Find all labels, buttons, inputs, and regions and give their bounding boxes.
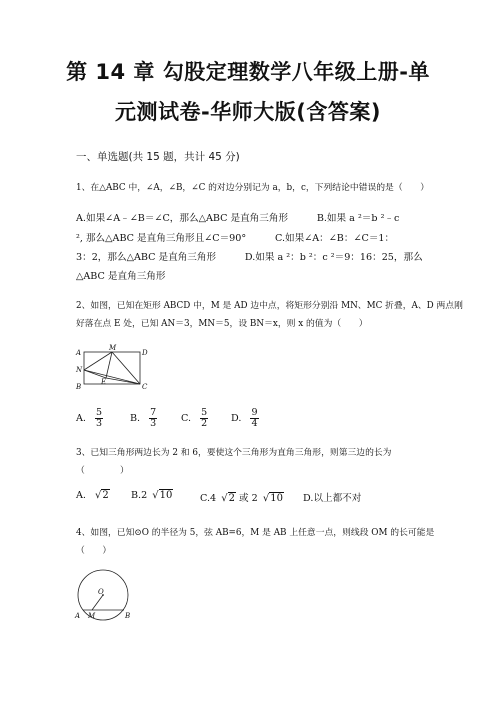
radical: √10 [152, 490, 173, 501]
q2-rectangle-figure [72, 342, 156, 392]
label-B: B [76, 383, 82, 391]
numerator: 7 [150, 407, 157, 418]
radical: √2 [221, 493, 235, 504]
denominator: 2 [201, 418, 208, 429]
denominator: 3 [150, 418, 157, 429]
q3-option-c [200, 490, 284, 504]
q3-option-a [76, 490, 110, 501]
q1-options-line-3: 3：2，那么△ABC 是直角三角形 D.如果 a ²：b ²：c ²＝9：16：25，那么 [76, 252, 423, 263]
fraction [149, 408, 157, 429]
q1-options-line-4: △ABC 是直角三角形 [76, 271, 166, 282]
label-E: E [101, 378, 107, 386]
radicand: 2 [102, 490, 109, 501]
radicand: 2 [228, 493, 235, 504]
q2-option-c [181, 408, 208, 429]
page-title-line-1: 第 14 章 勾股定理数学八年级上册-单 [66, 60, 430, 84]
q3-stem-line-1: 3、已知三角形两边长为 2 和 6，要使这个三角形为直角三角形，则第三边的长为 [76, 448, 392, 458]
q1-stem: 1、在△ABC 中，∠A，∠B，∠C 的对边分别记为 a，b，c，下列结论中错误的是（ ） [76, 183, 430, 193]
option-label: C.4 [200, 493, 217, 504]
label-M: M [109, 344, 117, 352]
label-D: D [142, 349, 148, 357]
radicand: 10 [159, 490, 173, 501]
label-A: A [76, 349, 82, 357]
segment-om [92, 595, 103, 610]
label-C: C [142, 383, 148, 391]
page-title-line-2: 元测试卷-华师大版(含答案) [115, 100, 381, 124]
option-label: A. [76, 413, 86, 424]
option-label: D. [231, 413, 242, 424]
radicand: 10 [270, 493, 283, 504]
q3-option-d: D.以上都不对 [303, 493, 362, 504]
q2-option-a [76, 408, 103, 429]
fraction [95, 408, 103, 429]
numerator: 9 [251, 407, 258, 418]
label-N: N [76, 366, 83, 374]
segment-nc [84, 370, 140, 384]
denominator: 3 [96, 418, 103, 429]
fold-line-mc [112, 352, 140, 384]
fraction [200, 408, 208, 429]
radical: √2 [95, 490, 109, 501]
q4-stem-line-1: 4、如图，已知⊙O 的半径为 5，弦 AB=6，M 是 AB 上任意一点，则线段 OM 的长可能是 [76, 528, 435, 538]
q3-stem-line-2: （ ） [76, 466, 129, 476]
q3-option-b [131, 490, 173, 501]
q1-options-line-1: A.如果∠A﹣∠B＝∠C，那么△ABC 是直角三角形 B.如果 a ²＝b ²﹣c [76, 213, 400, 224]
section-heading: 一、单选题(共 15 题，共计 45 分) [76, 151, 240, 163]
radical: √10 [262, 493, 283, 504]
fraction [250, 408, 258, 429]
q2-option-b [130, 408, 157, 429]
option-label: B. [130, 413, 141, 424]
numerator: 5 [201, 407, 208, 418]
option-label: B.2 [131, 490, 148, 501]
numerator: 5 [96, 407, 103, 418]
segment-me [106, 352, 112, 378]
fold-line-mn [84, 352, 112, 370]
q1-options-line-2: ², 那么△ABC 是直角三角形且∠C＝90° C.如果∠A：∠B：∠C＝1： [76, 233, 395, 244]
option-connector: 或 2 [239, 493, 258, 504]
q2-option-d [231, 408, 259, 429]
label-B: B [125, 612, 131, 620]
label-O: O [98, 588, 104, 596]
denominator: 4 [251, 418, 258, 429]
q4-stem-line-2: （ ） [76, 546, 112, 556]
label-A: A [75, 612, 81, 620]
q2-stem-line-2: 好落在点 E 处，已知 AN＝3，MN＝5，设 BN＝x，则 x 的值为（ ） [76, 319, 368, 329]
label-M: M [88, 612, 96, 620]
option-label: C. [181, 413, 192, 424]
q2-stem-line-1: 2、如图，已知在矩形 ABCD 中，M 是 AD 边中点，将矩形分别沿 MN、MC 折叠，A、D 两点刚 [76, 301, 463, 311]
option-label: A. [76, 490, 86, 501]
q4-circle-figure [70, 566, 136, 626]
